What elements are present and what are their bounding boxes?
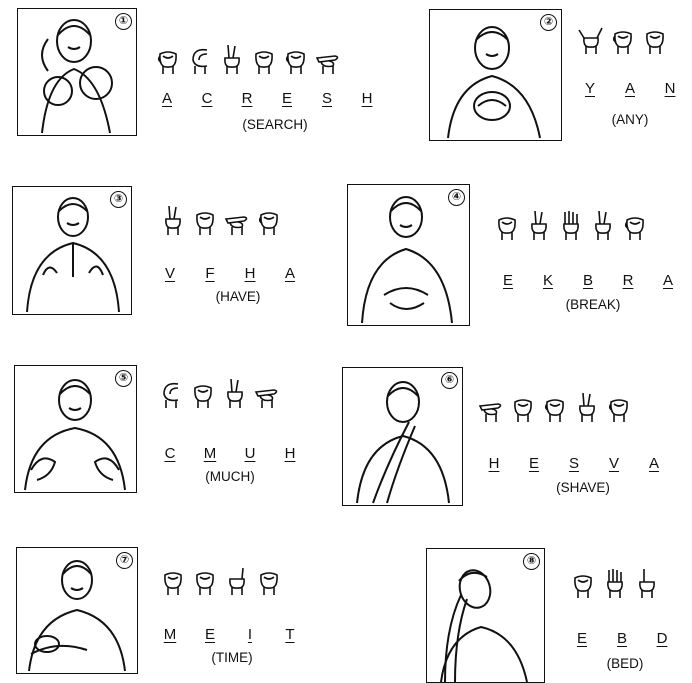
word-label-8: (BED): [606, 656, 644, 671]
fingerspelling-hands-5: [158, 378, 280, 410]
letter-label: V: [608, 455, 619, 472]
man-signing-icon: [430, 10, 561, 140]
letter-row-3: [150, 265, 310, 282]
letter-label: U: [244, 445, 256, 462]
letter-label: T: [285, 626, 295, 643]
handshape-h-icon: [478, 392, 504, 424]
letter-row-7: [150, 626, 310, 643]
letter-label: A: [648, 455, 659, 472]
letter-label: H: [361, 90, 373, 107]
letter-row-4: [488, 272, 688, 289]
word-label-1: (SEARCH): [242, 117, 308, 132]
letter-label: E: [528, 455, 539, 472]
letter-label: A: [284, 265, 295, 282]
letter-label: H: [488, 455, 500, 472]
letter-label: H: [284, 445, 296, 462]
signer-illustration-3: [12, 186, 132, 315]
panel-number-4: ④: [448, 189, 465, 206]
letter-label: S: [321, 90, 332, 107]
panel-number-5: ⑤: [115, 370, 132, 387]
letter-label: A: [662, 272, 673, 289]
handshape-e-icon: [510, 392, 536, 424]
fingerspelling-hands-1: [155, 44, 341, 76]
fingerspelling-hands-8: [570, 568, 660, 600]
handshape-a-icon: [610, 24, 636, 56]
panel-number-3: ③: [110, 191, 127, 208]
letter-row-5: [150, 445, 310, 462]
signer-illustration-5: [14, 365, 137, 493]
handshape-a-icon: [155, 44, 181, 76]
letter-label: M: [203, 445, 217, 462]
letter-label: M: [163, 626, 177, 643]
handshape-v-icon: [160, 205, 186, 237]
letter-label: N: [664, 80, 676, 97]
letter-label: B: [582, 272, 593, 289]
signer-illustration-7: [16, 547, 138, 674]
handshape-e-icon: [494, 210, 520, 242]
letter-label: H: [244, 265, 256, 282]
handshape-e-icon: [251, 44, 277, 76]
handshape-r-icon: [590, 210, 616, 242]
panel-number-8: ⑧: [523, 553, 540, 570]
letter-label: B: [616, 630, 627, 647]
handshape-a-icon: [256, 205, 282, 237]
letter-row-1: [147, 90, 387, 107]
handshape-y-icon: [578, 24, 604, 56]
handshape-u-icon: [222, 378, 248, 410]
letter-label: D: [656, 630, 668, 647]
handshape-f-icon: [192, 205, 218, 237]
letter-label: K: [542, 272, 553, 289]
letter-label: C: [164, 445, 176, 462]
handshape-e-icon: [192, 565, 218, 597]
letter-label: F: [205, 265, 215, 282]
signer-illustration-2: [429, 9, 562, 141]
letter-label: A: [624, 80, 635, 97]
letter-label: I: [247, 626, 253, 643]
handshape-h-icon: [254, 378, 280, 410]
handshape-v-icon: [574, 392, 600, 424]
panel-number-1: ①: [115, 13, 132, 30]
handshape-n-icon: [642, 24, 668, 56]
letter-row-8: [562, 630, 682, 647]
handshape-m-icon: [160, 565, 186, 597]
handshape-a-icon: [622, 210, 648, 242]
handshape-t-icon: [256, 565, 282, 597]
letter-label: E: [204, 626, 215, 643]
letter-label: C: [201, 90, 213, 107]
signer-illustration-1: [17, 8, 137, 136]
letter-label: E: [502, 272, 513, 289]
letter-label: Y: [584, 80, 595, 97]
letter-row-2: [570, 80, 690, 97]
letter-label: R: [622, 272, 634, 289]
fingerspelling-hands-4: [494, 210, 648, 242]
handshape-h-icon: [224, 205, 250, 237]
handshape-s-icon: [283, 44, 309, 76]
man-signing-icon: [348, 185, 469, 325]
letter-label: E: [281, 90, 292, 107]
fingerspelling-hands-3: [160, 205, 282, 237]
signer-illustration-6: [342, 367, 463, 506]
letter-row-6: [474, 455, 674, 472]
word-label-3: (HAVE): [215, 289, 261, 304]
panel-number-6: ⑥: [441, 372, 458, 389]
handshape-b-icon: [558, 210, 584, 242]
handshape-a-icon: [606, 392, 632, 424]
word-label-2: (ANY): [611, 112, 649, 127]
man-signing-icon: [343, 368, 462, 505]
letter-label: E: [576, 630, 587, 647]
fingerspelling-hands-7: [160, 565, 282, 597]
handshape-r-icon: [219, 44, 245, 76]
handshape-c-icon: [187, 44, 213, 76]
handshape-s-icon: [542, 392, 568, 424]
handshape-e-icon: [570, 568, 596, 600]
handshape-h-icon: [315, 44, 341, 76]
handshape-i-icon: [224, 565, 250, 597]
word-label-7: (TIME): [211, 650, 253, 665]
word-label-5: (MUCH): [205, 469, 255, 484]
panel-number-7: ⑦: [116, 552, 133, 569]
handshape-k-icon: [526, 210, 552, 242]
letter-label: S: [568, 455, 579, 472]
signer-illustration-4: [347, 184, 470, 326]
word-label-6: (SHAVE): [556, 480, 610, 495]
handshape-c-icon: [158, 378, 184, 410]
signer-illustration-8: [426, 548, 545, 683]
fingerspelling-hands-6: [478, 392, 632, 424]
panel-number-2: ②: [540, 14, 557, 31]
handshape-m-icon: [190, 378, 216, 410]
handshape-b-icon: [602, 568, 628, 600]
letter-label: V: [164, 265, 175, 282]
letter-label: R: [241, 90, 253, 107]
word-label-4: (BREAK): [565, 297, 621, 312]
handshape-d-icon: [634, 568, 660, 600]
letter-label: A: [161, 90, 172, 107]
fingerspelling-hands-2: [578, 24, 668, 56]
